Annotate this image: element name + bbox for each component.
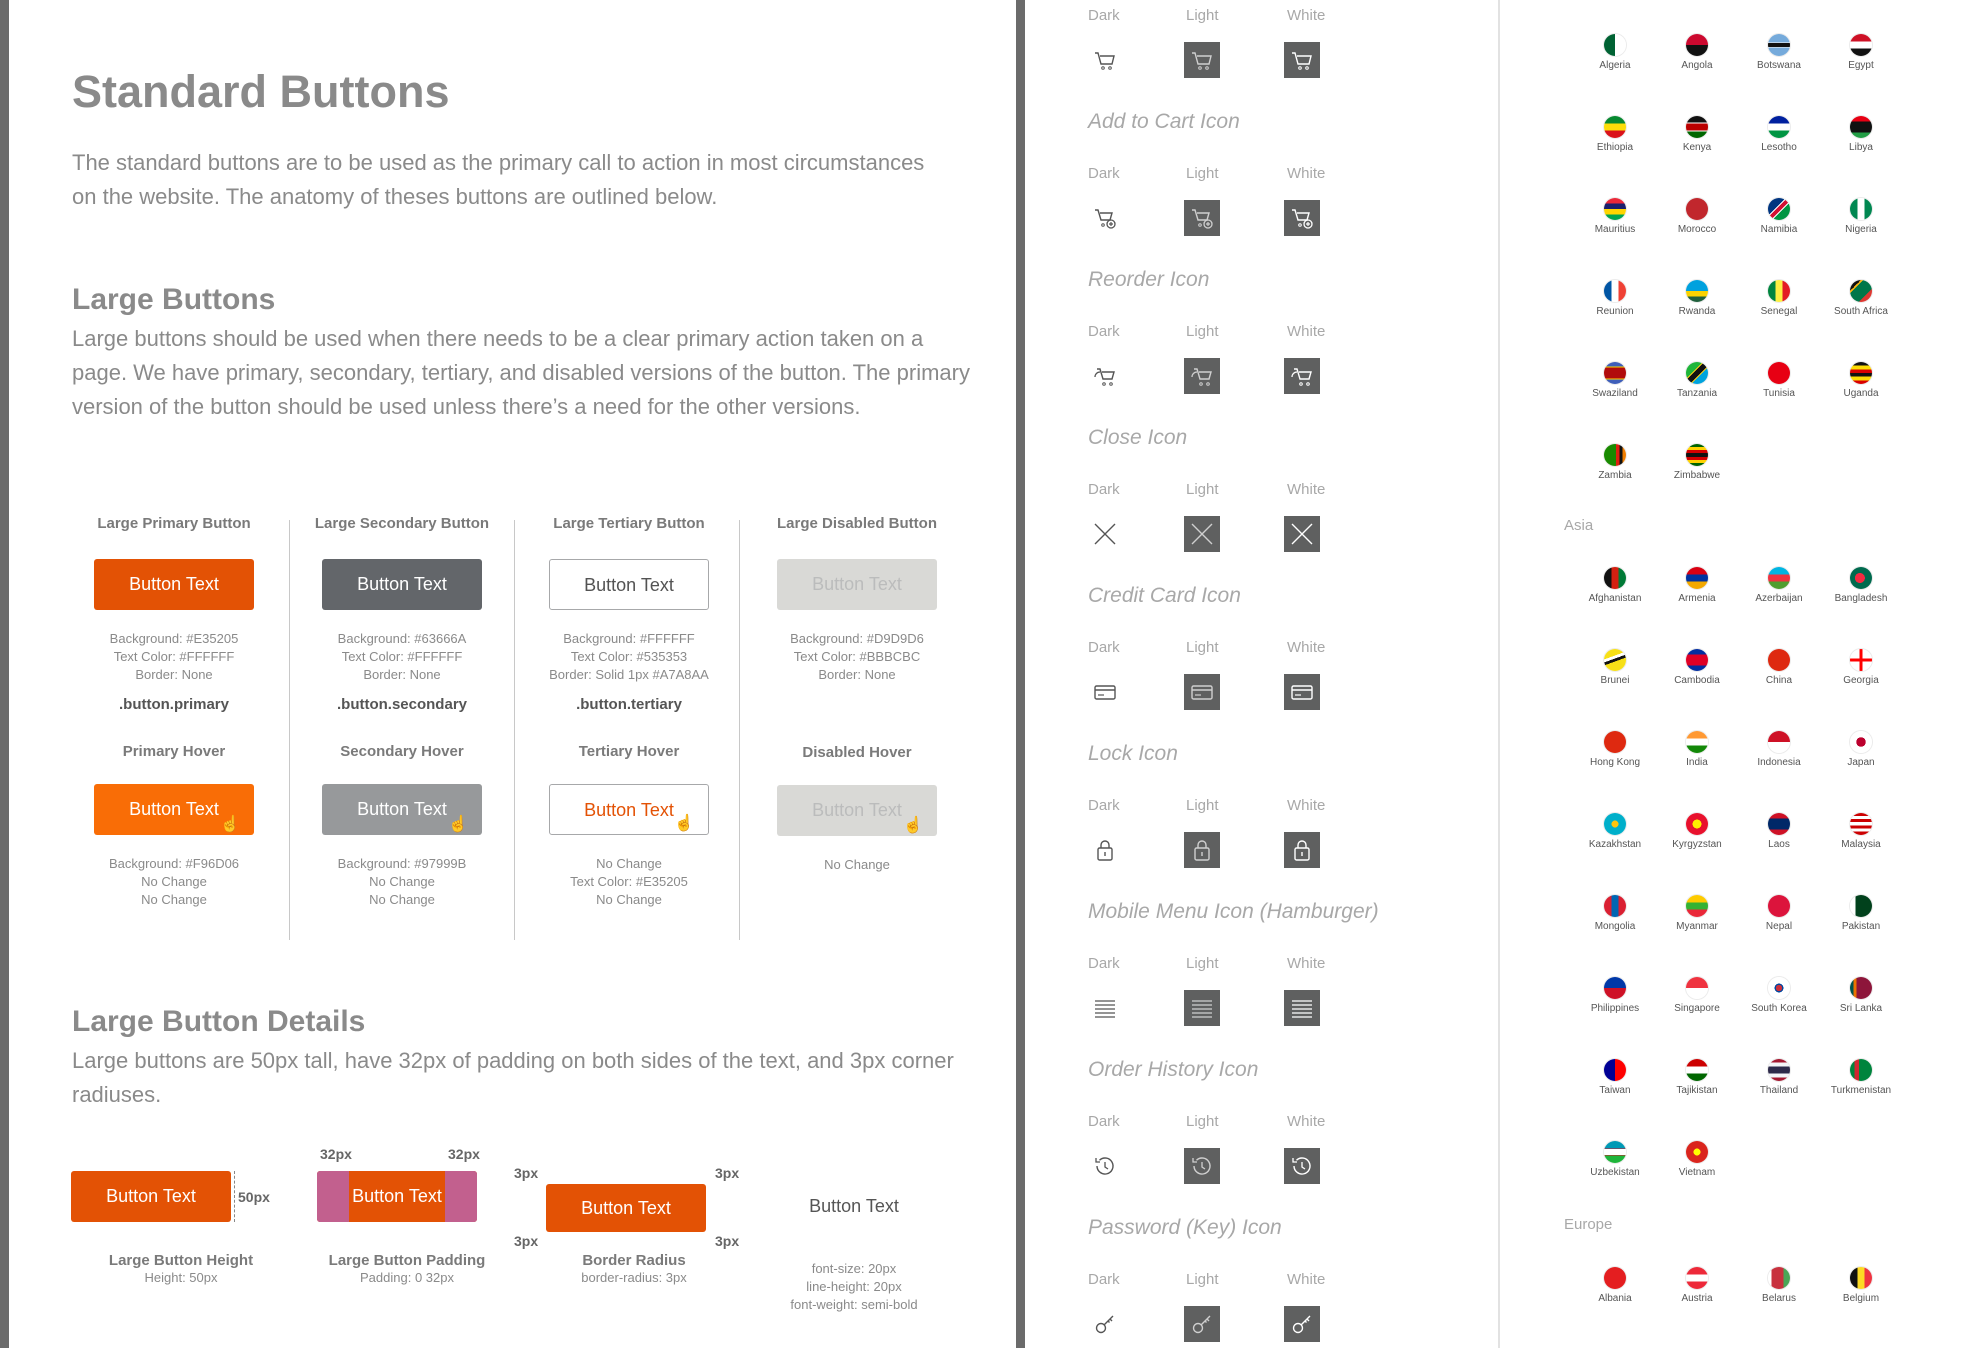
hover-specs	[747, 856, 967, 874]
spec-line: No Change	[596, 856, 662, 871]
button-variant-column	[747, 515, 967, 874]
icon-variant-label: Light	[1186, 639, 1219, 656]
spec-line: Background: #63666A	[337, 631, 467, 646]
flag-icon	[1768, 731, 1790, 753]
hand-cursor-icon: ☝	[448, 816, 468, 833]
line-height-line: line-height: 20px	[806, 1279, 902, 1294]
css-class-name: .button.secondary	[336, 696, 467, 713]
icon-section-title: Add to Cart Icon	[1088, 110, 1240, 133]
country-name: Algeria	[1599, 60, 1631, 71]
flag-icon	[1604, 731, 1626, 753]
country-name: India	[1686, 757, 1708, 768]
icon-variant-label: White	[1287, 639, 1326, 656]
spec-line: Text Color: #535353	[570, 649, 688, 664]
country-name: Egypt	[1848, 60, 1874, 71]
icon-variant-label: Light	[1186, 7, 1219, 24]
icon-section-title: Mobile Menu Icon (Hamburger)	[1088, 900, 1379, 923]
flag-icon	[1850, 1059, 1872, 1081]
flag-icon	[1850, 1267, 1872, 1289]
right-padding-measure: 32px	[448, 1146, 480, 1162]
flag-icon	[1768, 895, 1790, 917]
font-weight-line: font-weight: semi-bold	[790, 1297, 918, 1312]
padding-example-button[interactable]	[317, 1171, 477, 1222]
divider	[739, 520, 740, 940]
spec-line: No Change	[141, 892, 207, 907]
icon-variant-label: Light	[1186, 323, 1219, 340]
icon-section-title: Lock Icon	[1088, 742, 1178, 765]
icon-library-panel	[1025, 0, 1498, 1348]
close-icon	[1284, 516, 1320, 552]
spec-line: Border: None	[818, 667, 896, 682]
flag-icon	[1768, 1059, 1790, 1081]
hover-title: Tertiary Hover	[578, 743, 680, 760]
close-icon	[1087, 516, 1123, 552]
flag-item	[1811, 649, 1911, 686]
flag-item	[1811, 977, 1911, 1014]
button-guidelines-panel	[9, 0, 1016, 1348]
hamburger-menu-icon	[1184, 990, 1220, 1026]
height-sub: Height: 50px	[144, 1270, 218, 1285]
order-history-icon	[1284, 1148, 1320, 1184]
flag-icon	[1850, 895, 1872, 917]
variant-button[interactable]: Button Text	[777, 559, 937, 610]
flag-icon	[1686, 567, 1708, 589]
country-name: Uganda	[1843, 388, 1879, 399]
flag-icon	[1768, 34, 1790, 56]
flag-icon	[1686, 444, 1708, 466]
flag-icon	[1768, 649, 1790, 671]
large-buttons-description: Large buttons should be used when there needs to be a clear primary action taken on a page. We have primary, secondary, tertiary, and disabled versions of the button. The primary version of the button should be used unless there’s a need for the other versions.	[72, 326, 970, 419]
key-icon	[1184, 1306, 1220, 1342]
country-name: Ethiopia	[1596, 142, 1634, 153]
flag-icon	[1850, 116, 1872, 138]
hamburger-menu-icon	[1087, 990, 1123, 1026]
country-name: Hong Kong	[1589, 757, 1641, 768]
icon-variant-label: Light	[1186, 797, 1219, 814]
hover-specs	[292, 855, 512, 909]
flag-icon	[1768, 362, 1790, 384]
padding-label: Large Button Padding	[328, 1252, 486, 1269]
country-name: Belarus	[1762, 1293, 1796, 1304]
icon-section-title: Close Icon	[1088, 426, 1188, 449]
flag-item	[1647, 444, 1747, 481]
flag-library-panel	[1500, 0, 1982, 1348]
flag-icon	[1768, 116, 1790, 138]
radius-caption	[524, 1252, 744, 1287]
flag-icon	[1850, 977, 1872, 999]
region-heading-europe: Europe	[1564, 1216, 1613, 1233]
cart-icon	[1284, 42, 1320, 78]
country-name: Vietnam	[1678, 1167, 1716, 1178]
country-name: Botswana	[1757, 60, 1801, 71]
right-padding-overlay	[445, 1171, 477, 1222]
flag-icon	[1768, 198, 1790, 220]
spec-line: Border: Solid 1px #A7A8AA	[549, 667, 709, 682]
country-name: Myanmar	[1676, 921, 1718, 932]
flag-icon	[1768, 977, 1790, 999]
country-name: Kyrgyzstan	[1672, 839, 1722, 850]
hover-title: Primary Hover	[122, 743, 226, 760]
icon-variant-label: Dark	[1088, 323, 1120, 340]
hover-title: Disabled Hover	[802, 744, 912, 761]
flag-item	[1811, 1059, 1911, 1096]
button-variant-column	[64, 515, 284, 909]
credit-card-icon	[1184, 674, 1220, 710]
icon-variant-label: White	[1287, 481, 1326, 498]
flag-icon	[1686, 280, 1708, 302]
country-name: Namibia	[1760, 224, 1798, 235]
spec-line: Border: None	[363, 667, 441, 682]
variant-specs	[292, 630, 512, 684]
credit-card-icon	[1284, 674, 1320, 710]
flag-icon	[1686, 1141, 1708, 1163]
variant-specs	[64, 630, 284, 684]
radius-measure-br: 3px	[715, 1233, 740, 1249]
flag-icon	[1850, 362, 1872, 384]
icon-variant-label: Dark	[1088, 7, 1120, 24]
country-name: Malaysia	[1841, 839, 1881, 850]
padding-sub: Padding: 0 32px	[360, 1270, 454, 1285]
country-name: Libya	[1849, 142, 1873, 153]
country-name: Japan	[1847, 757, 1875, 768]
radius-measure-tl: 3px	[514, 1165, 539, 1181]
hover-button-label: Button Text	[357, 799, 447, 819]
icon-variant-label: White	[1287, 7, 1326, 24]
key-icon	[1284, 1306, 1320, 1342]
height-measure: 50px	[238, 1189, 270, 1205]
lock-icon	[1284, 832, 1320, 868]
flag-item	[1811, 198, 1911, 235]
icon-variant-label: White	[1287, 1113, 1326, 1130]
intro-paragraph: The standard buttons are to be used as the primary call to action in most circumstances on the website. The anatomy of theses buttons are outlined below.	[72, 150, 925, 209]
spec-line: Background: #97999B	[337, 856, 467, 871]
spec-line: Background: #F96D06	[108, 856, 240, 871]
flag-icon	[1686, 895, 1708, 917]
icon-variant-label: Light	[1186, 165, 1219, 182]
flag-icon	[1604, 362, 1626, 384]
country-name: Pakistan	[1841, 921, 1881, 932]
spec-line: Background: #E35205	[109, 631, 239, 646]
button-variant-column	[292, 515, 512, 909]
country-name: Nepal	[1765, 921, 1793, 932]
hover-button[interactable]	[549, 784, 709, 835]
country-name: Albania	[1598, 1293, 1632, 1304]
flag-item	[1811, 116, 1911, 153]
icon-variant-label: White	[1287, 1271, 1326, 1288]
variant-button[interactable]: Button Text	[549, 559, 709, 610]
country-name: Indonesia	[1757, 757, 1801, 768]
flag-icon	[1850, 567, 1872, 589]
country-name: Thailand	[1759, 1085, 1799, 1096]
flag-icon	[1604, 813, 1626, 835]
hand-cursor-icon: ☝	[903, 817, 923, 834]
spec-line: No Change	[369, 892, 435, 907]
font-size-line: font-size: 20px	[811, 1261, 897, 1276]
country-name: Sri Lanka	[1839, 1003, 1883, 1014]
country-name: Nigeria	[1845, 224, 1877, 235]
country-name: Zimbabwe	[1673, 470, 1721, 481]
flag-item	[1811, 362, 1911, 399]
padding-caption	[297, 1252, 517, 1287]
flag-item	[1811, 813, 1911, 850]
height-caption	[71, 1252, 291, 1287]
button-variant-column	[519, 515, 739, 909]
spec-line: Text Color: #FFFFFF	[341, 649, 463, 664]
country-name: Kenya	[1682, 142, 1712, 153]
hand-cursor-icon: ☝	[220, 816, 240, 833]
hover-specs	[519, 855, 739, 909]
spec-line: Text Color: #BBBCBC	[793, 649, 921, 664]
country-name: Turkmenistan	[1830, 1085, 1892, 1096]
country-name: Bangladesh	[1834, 593, 1888, 604]
hover-title: Secondary Hover	[340, 743, 464, 760]
key-icon	[1087, 1306, 1123, 1342]
font-example-text: Button Text	[809, 1196, 899, 1216]
font-caption	[744, 1260, 964, 1314]
button-details-heading: Large Button Details	[72, 1005, 366, 1038]
css-class-name: .button.tertiary	[576, 696, 682, 713]
hand-cursor-icon: ☝	[674, 815, 694, 832]
hover-button[interactable]	[777, 785, 937, 836]
flag-icon	[1604, 1141, 1626, 1163]
flag-icon	[1768, 280, 1790, 302]
flag-icon	[1686, 362, 1708, 384]
flag-icon	[1686, 116, 1708, 138]
variant-button[interactable]: Button Text	[94, 559, 254, 610]
hover-button[interactable]	[94, 784, 254, 835]
country-name: Swaziland	[1592, 388, 1638, 399]
hover-specs	[64, 855, 284, 909]
flag-icon	[1604, 567, 1626, 589]
flag-icon	[1850, 731, 1872, 753]
flag-icon	[1768, 567, 1790, 589]
icon-variant-label: White	[1287, 165, 1326, 182]
divider	[289, 520, 290, 940]
height-guide	[234, 1171, 235, 1222]
variant-title: Large Tertiary Button	[553, 515, 705, 532]
flag-icon	[1850, 34, 1872, 56]
icon-section-title: Credit Card Icon	[1088, 584, 1241, 607]
icon-section-title: Password (Key) Icon	[1088, 1216, 1282, 1239]
order-history-icon	[1184, 1148, 1220, 1184]
left-padding-overlay	[317, 1171, 349, 1222]
country-name: Angola	[1681, 60, 1713, 71]
country-name: Georgia	[1843, 675, 1879, 686]
country-name: Laos	[1768, 839, 1790, 850]
region-heading-asia: Asia	[1564, 517, 1594, 534]
country-name: Zambia	[1598, 470, 1632, 481]
flag-icon	[1850, 649, 1872, 671]
flag-icon	[1686, 1059, 1708, 1081]
variant-title: Large Disabled Button	[776, 515, 937, 532]
flag-icon	[1850, 198, 1872, 220]
page-title: Standard Buttons	[72, 66, 450, 117]
icon-variant-label: Light	[1186, 955, 1219, 972]
variant-title: Large Primary Button	[97, 515, 251, 532]
flag-icon	[1686, 1267, 1708, 1289]
lock-icon	[1087, 832, 1123, 868]
css-class-name	[747, 696, 967, 714]
hamburger-menu-icon	[1284, 990, 1320, 1026]
country-name: Senegal	[1760, 306, 1798, 317]
country-name: Lesotho	[1761, 142, 1797, 153]
css-class-name: .button.primary	[118, 696, 229, 713]
hover-button-label: Button Text	[129, 799, 219, 819]
icon-section-title: Reorder Icon	[1088, 268, 1210, 291]
country-name: Afghanistan	[1588, 593, 1642, 604]
close-icon	[1184, 516, 1220, 552]
country-name: Armenia	[1678, 593, 1716, 604]
country-name: Rwanda	[1678, 306, 1716, 317]
spec-line: Text Color: #E35205	[570, 874, 688, 889]
country-name: Mauritius	[1594, 224, 1636, 235]
country-name: Austria	[1681, 1293, 1713, 1304]
flag-item	[1811, 895, 1911, 932]
radius-sub: border-radius: 3px	[581, 1270, 687, 1285]
padding-button-label: Button Text	[352, 1186, 442, 1206]
icon-variant-label: Dark	[1088, 1271, 1120, 1288]
flag-icon	[1604, 977, 1626, 999]
spec-line: Background: #D9D9D6	[790, 631, 924, 646]
flag-item	[1811, 34, 1911, 71]
flag-icon	[1768, 1267, 1790, 1289]
country-name: South Africa	[1834, 306, 1888, 317]
cart-icon	[1087, 42, 1123, 78]
reorder-icon	[1284, 358, 1320, 394]
hover-button-label: Button Text	[584, 800, 674, 820]
country-name: Cambodia	[1674, 675, 1720, 686]
lock-icon	[1184, 832, 1220, 868]
flag-item	[1647, 1141, 1747, 1178]
cart-icon	[1184, 42, 1220, 78]
radius-example-button[interactable]: Button Text	[546, 1184, 706, 1232]
flag-icon	[1604, 649, 1626, 671]
spec-line: Border: None	[135, 667, 213, 682]
country-name: Morocco	[1677, 224, 1717, 235]
country-name: Philippines	[1590, 1003, 1640, 1014]
hover-button[interactable]	[322, 784, 482, 835]
flag-icon	[1686, 731, 1708, 753]
flag-item	[1811, 567, 1911, 604]
icon-variant-label: Dark	[1088, 797, 1120, 814]
flag-item	[1811, 1267, 1911, 1304]
spec-line: Background: #FFFFFF	[563, 631, 695, 646]
add-to-cart-icon	[1184, 200, 1220, 236]
country-name: China	[1765, 675, 1793, 686]
spec-line: No Change	[369, 874, 435, 889]
reorder-icon	[1087, 358, 1123, 394]
flag-icon	[1686, 198, 1708, 220]
flag-icon	[1604, 280, 1626, 302]
spec-line: No Change	[824, 857, 890, 872]
button-details-description: Large buttons are 50px tall, have 32px of padding on both sides of the text, and 3px corner radiuses.	[72, 1048, 954, 1107]
reorder-icon	[1184, 358, 1220, 394]
flag-icon	[1604, 895, 1626, 917]
flag-icon	[1768, 813, 1790, 835]
country-name: Brunei	[1600, 675, 1630, 686]
flag-icon	[1604, 198, 1626, 220]
radius-measure-tr: 3px	[715, 1165, 740, 1181]
variant-title: Large Secondary Button	[314, 515, 490, 532]
icon-variant-label: White	[1287, 797, 1326, 814]
country-name: Tunisia	[1763, 388, 1795, 399]
icon-variant-label: White	[1287, 323, 1326, 340]
flag-icon	[1604, 1059, 1626, 1081]
country-name: South Korea	[1751, 1003, 1807, 1014]
country-name: Tanzania	[1676, 388, 1718, 399]
country-name: Kazakhstan	[1588, 839, 1642, 850]
country-name: Uzbekistan	[1590, 1167, 1640, 1178]
flag-item	[1811, 731, 1911, 768]
spec-line: No Change	[141, 874, 207, 889]
spec-line: No Change	[596, 892, 662, 907]
large-buttons-heading: Large Buttons	[72, 283, 276, 316]
flag-icon	[1686, 649, 1708, 671]
radius-measure-bl: 3px	[514, 1233, 539, 1249]
hover-button-label: Button Text	[812, 800, 902, 820]
add-to-cart-icon	[1087, 200, 1123, 236]
left-padding-measure: 32px	[320, 1146, 352, 1162]
icon-variant-label: Dark	[1088, 165, 1120, 182]
add-to-cart-icon	[1284, 200, 1320, 236]
height-label: Large Button Height	[108, 1252, 254, 1269]
icon-variant-label: White	[1287, 955, 1326, 972]
variant-specs	[519, 630, 739, 684]
country-name: Reunion	[1596, 306, 1634, 317]
icon-section-title: Order History Icon	[1088, 1058, 1259, 1081]
icon-variant-label: Dark	[1088, 1113, 1120, 1130]
icon-variant-label: Dark	[1088, 955, 1120, 972]
country-name: Belgium	[1842, 1293, 1880, 1304]
flag-icon	[1850, 813, 1872, 835]
flag-icon	[1686, 34, 1708, 56]
country-name: Taiwan	[1599, 1085, 1631, 1096]
icon-variant-label: Light	[1186, 481, 1219, 498]
country-name: Singapore	[1674, 1003, 1720, 1014]
spec-line: Text Color: #FFFFFF	[113, 649, 235, 664]
variant-specs	[747, 630, 967, 684]
flag-icon	[1850, 280, 1872, 302]
country-name: Mongolia	[1594, 921, 1636, 932]
flag-icon	[1604, 34, 1626, 56]
radius-label: Border Radius	[582, 1252, 686, 1269]
flag-icon	[1686, 813, 1708, 835]
flag-item	[1811, 280, 1911, 317]
icon-variant-label: Dark	[1088, 639, 1120, 656]
variant-button[interactable]: Button Text	[322, 559, 482, 610]
country-name: Azerbaijan	[1755, 593, 1803, 604]
divider	[514, 520, 515, 940]
height-example-button[interactable]: Button Text	[71, 1171, 231, 1222]
icon-variant-label: Dark	[1088, 481, 1120, 498]
flag-icon	[1604, 1267, 1626, 1289]
icon-variant-label: Light	[1186, 1113, 1219, 1130]
flag-icon	[1604, 116, 1626, 138]
icon-variant-label: Light	[1186, 1271, 1219, 1288]
flag-icon	[1686, 977, 1708, 999]
credit-card-icon	[1087, 674, 1123, 710]
flag-icon	[1604, 444, 1626, 466]
country-name: Tajikistan	[1676, 1085, 1718, 1096]
order-history-icon	[1087, 1148, 1123, 1184]
